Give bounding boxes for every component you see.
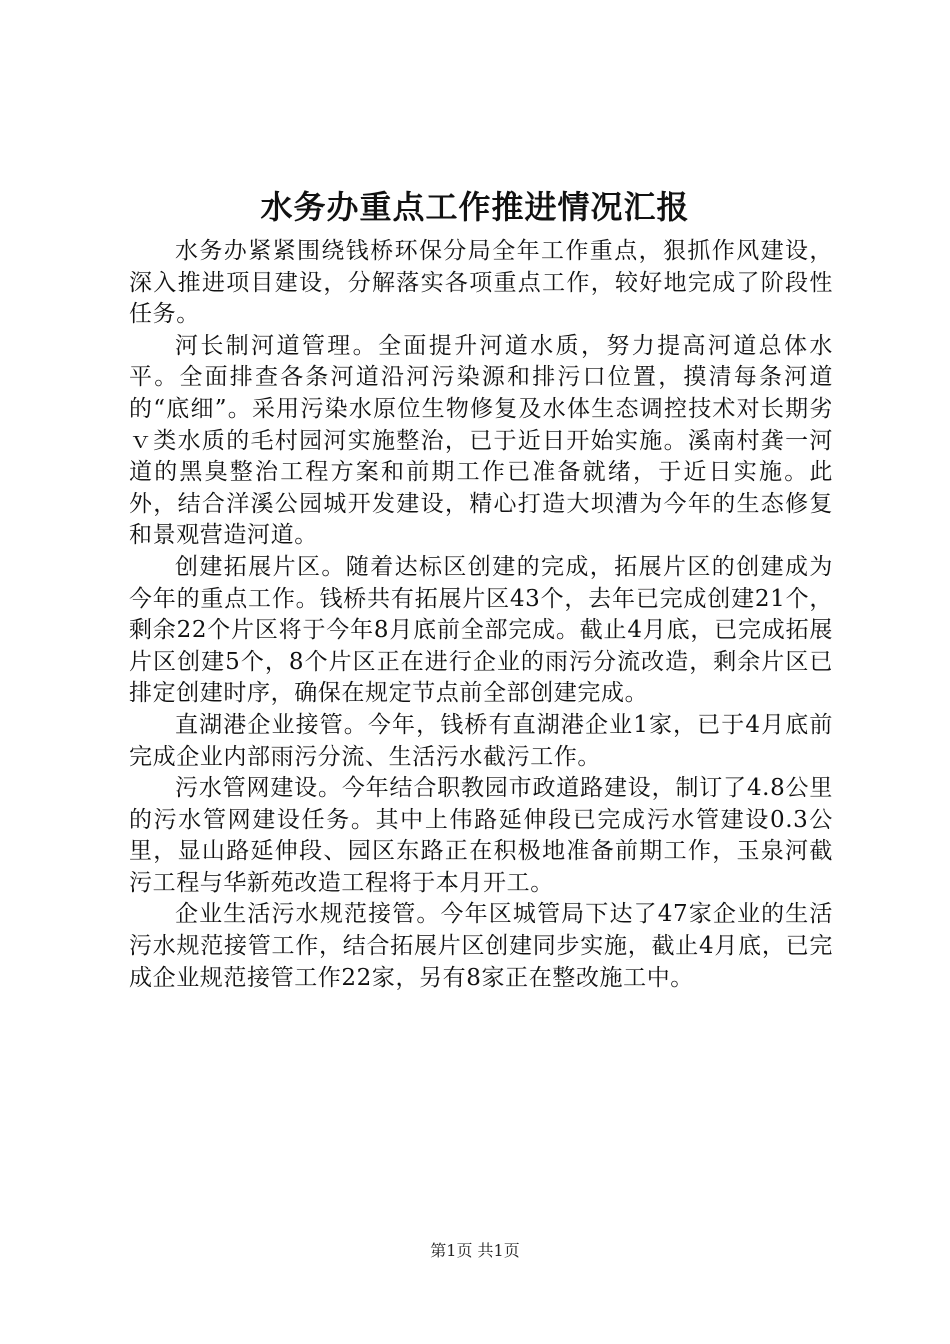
paragraph-expansion-area: 创建拓展片区。随着达标区创建的完成，拓展片区的创建成为今年的重点工作。钱桥共有拓展片区43个，去年已完成创建21个，剩余22个片区将于今年8月底前全部完成。截止4月底，已完成拓展片区创建5个，8个片区正在进行企业的雨污分流改造，剩余片区已排定创建时序，确保在规定节点前全部创建完成。 — [129, 553, 833, 707]
page-title: 水务办重点工作推进情况汇报 — [260, 188, 690, 226]
paragraph-zhihu-port: 直湖港企业接管。今年，钱桥有直湖港企业1家，已于4月底前完成企业内部雨污分流、生活污水截污工作。 — [129, 711, 833, 770]
paragraph-enterprise-sewage: 企业生活污水规范接管。今年区城管局下达了47家企业的生活污水规范接管工作，结合拓展片区创建同步实施，截止4月底，已完成企业规范接管工作22家，另有8家正在整改施工中。 — [129, 901, 833, 991]
paragraph-river-management: 河长制河道管理。全面提升河道水质，努力提高河道总体水平。全面排查各条河道沿河污染源和排污口位置，摸清每条河道的“底细”。采用污染水原位生物修复及水体生态调控技术对长期劣ｖ类水质的毛村园河实施整治，已于近日开始实施。溪南村龚一河道的黑臭整治工程方案和前期工作已准备就绪，于近日实施。此外，结合洋溪公园城开发建设，精心打造大坝漕为今年的生态修复和景观营造河道。 — [129, 332, 833, 549]
paragraph-sewage-network: 污水管网建设。今年结合职教园市政道路建设，制订了4.8公里的污水管网建设任务。其中上伟路延伸段已完成污水管建设0.3公里，显山路延伸段、园区东路正在积极地准备前期工作，玉泉河截污工程与华新苑改造工程将于本月开工。 — [129, 775, 833, 896]
document-body — [129, 236, 833, 994]
paragraph-intro: 水务办紧紧围绕钱桥环保分局全年工作重点，狠抓作风建设，深入推进项目建设，分解落实各项重点工作，较好地完成了阶段性任务。 — [129, 238, 833, 328]
page-number: 第1页 共1页 — [430, 1241, 520, 1260]
